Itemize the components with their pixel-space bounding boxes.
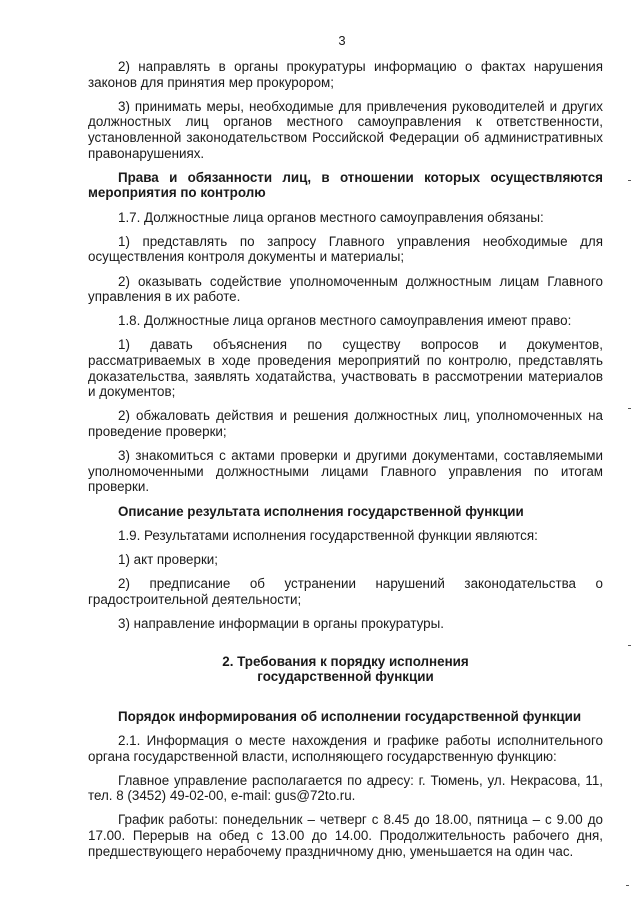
paragraph: 3) направление информации в органы прокуратуры.	[118, 615, 444, 631]
paragraph: 2.1. Информация о месте нахождения и графике работы исполнительного органа государственной власти, исполняющего государственную функцию:	[88, 732, 603, 764]
paragraph: 3) принимать меры, необходимые для привлечения руководителей и других должностных лиц органов местного самоуправления к ответственности, установленной законодательством Российской Федерации об административных правонарушениях.	[88, 98, 603, 161]
paragraph: 2) направлять в органы прокуратуры информацию о фактах нарушения законов для принятия мер прокурором;	[88, 59, 603, 90]
paragraph: 2) обжаловать действия и решения должностных лиц, уполномоченных на проведение проверки;	[88, 408, 603, 440]
margin-mark	[628, 408, 631, 409]
section-title-line: 2. Требования к порядку исполнения	[222, 653, 469, 669]
paragraph: 1) представлять по запросу Главного управления необходимые для осуществления контроля документы и материалы;	[88, 233, 603, 265]
paragraph: Главное управление располагается по адресу: г. Тюмень, ул. Некрасова, 11, тел. 8 (3452) 49-02-00, e-mail: gus@72to.ru.	[88, 772, 603, 804]
margin-mark	[628, 645, 631, 646]
subsection-heading: Права и обязанности лиц, в отношении которых осуществляются мероприятия по контролю	[88, 169, 603, 201]
paragraph: 1) акт проверки;	[118, 551, 218, 567]
page-number: 3	[338, 33, 346, 48]
paragraph: 1.8. Должностные лица органов местного самоуправления имеют право:	[118, 313, 572, 329]
margin-mark	[628, 180, 631, 181]
section-title-line: государственной функции	[257, 669, 434, 685]
document-body	[88, 59, 603, 868]
paragraph: 2) оказывать содействие уполномоченным должностным лицам Главного управления в их работе.	[88, 273, 603, 305]
subsection-heading: Описание результата исполнения государственной функции	[118, 503, 524, 519]
margin-mark	[626, 885, 629, 886]
paragraph: 1.9. Результатами исполнения государственной функции являются:	[118, 527, 538, 543]
subsection-heading: Порядок информирования об исполнении государственной функции	[118, 708, 582, 724]
paragraph: 1) давать объяснения по существу вопросов и документов, рассматриваемых в ходе проведения мероприятий по контролю, представлять доказательства, заявлять ходатайства, участвовать в рассмотрении материалов и документов;	[88, 337, 603, 400]
section-title	[88, 654, 603, 685]
paragraph: 1.7. Должностные лица органов местного самоуправления обязаны:	[118, 209, 544, 225]
paragraph: 2) предписание об устранении нарушений законодательства о градостроительной деятельности;	[88, 576, 603, 607]
paragraph: График работы: понедельник – четверг с 8.45 до 18.00, пятница – с 9.00 до 17.00. Перерыв на обед с 13.00 до 14.00. Продолжительность рабочего дня, предшествующего нерабочему праздничному дню, уменьшается на один час.	[88, 812, 603, 859]
paragraph: 3) знакомиться с актами проверки и другими документами, составляемыми уполномоченными должностными лицами Главного управления по итогам проверки.	[88, 448, 603, 495]
